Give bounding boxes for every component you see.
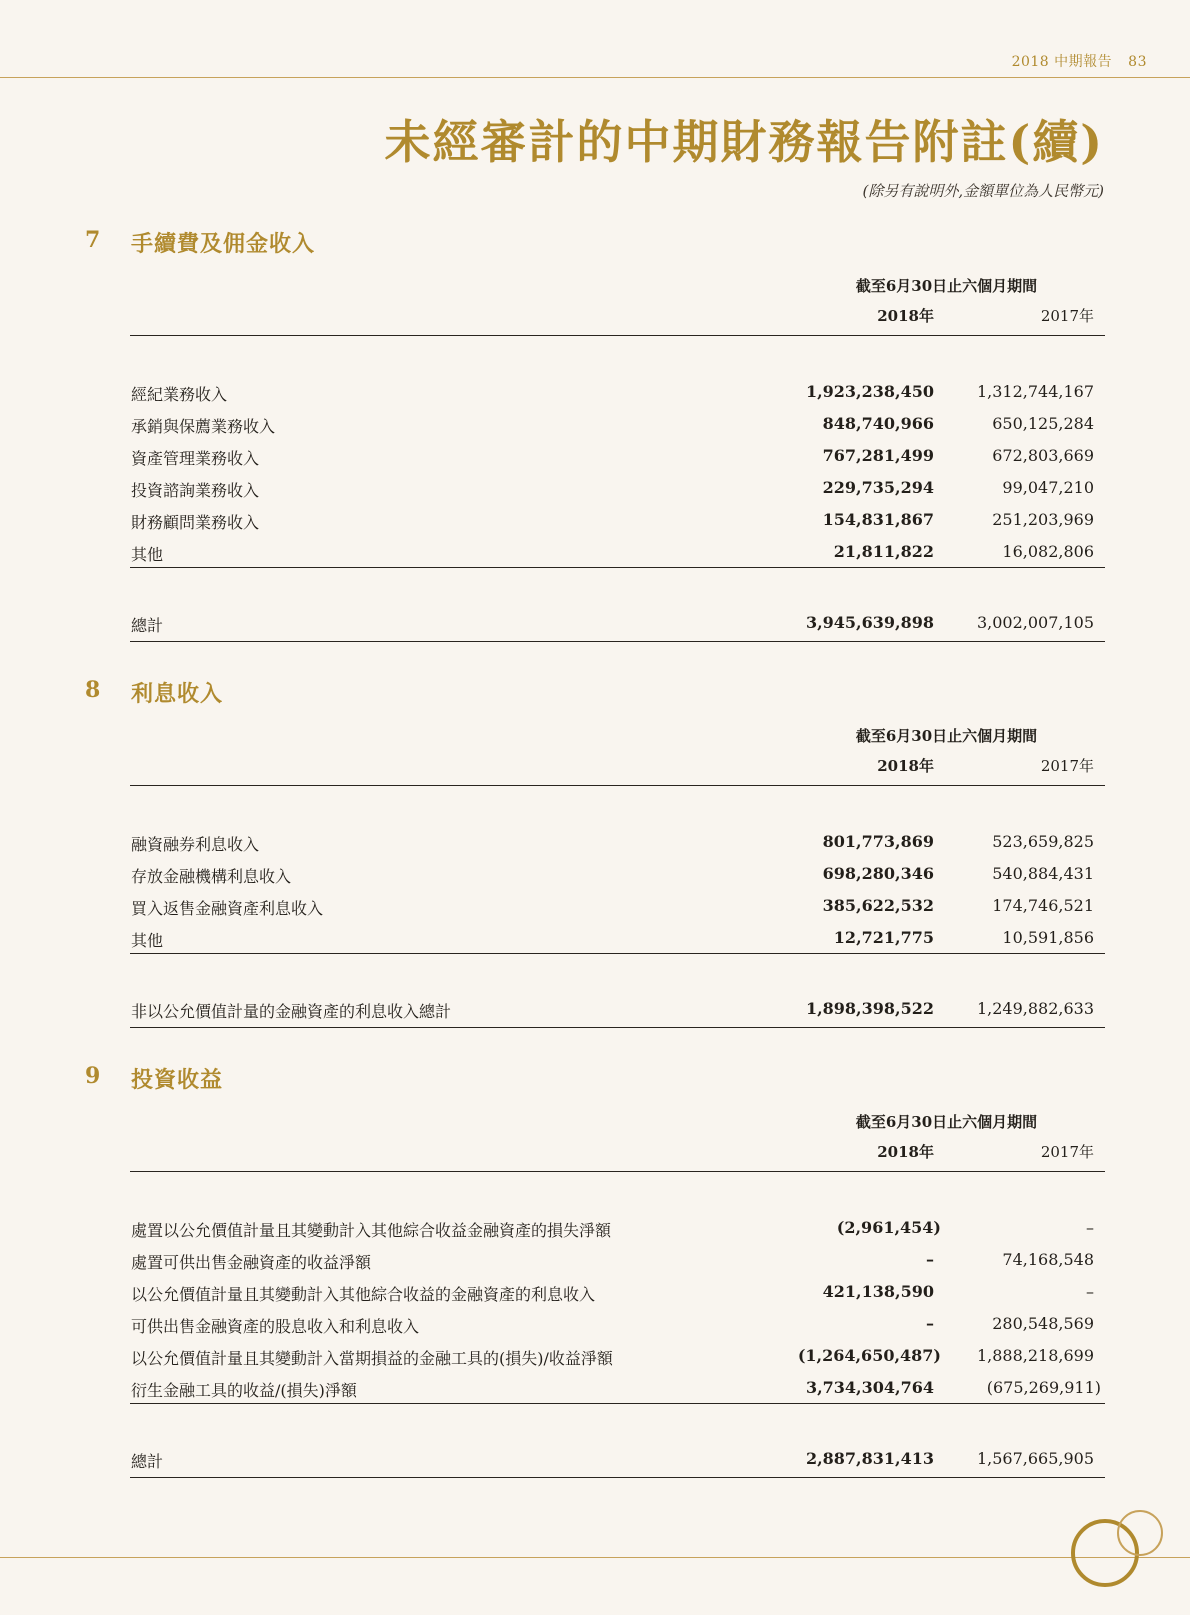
table-row <box>0 928 1190 952</box>
table-row <box>0 864 1190 888</box>
row-label: 其他 <box>131 545 164 564</box>
value-2017: 672,803,669 <box>992 446 1094 465</box>
value-2017: 1,888,218,699 <box>976 1346 1094 1365</box>
table-row <box>0 1314 1190 1338</box>
year-header-2018: 2018年 <box>877 757 934 775</box>
total-rule <box>130 1477 1105 1478</box>
subtotal-rule <box>130 953 1105 954</box>
table-row <box>0 478 1190 502</box>
currency-note: (除另有說明外,金額單位為人民幣元) <box>862 182 1104 200</box>
gold-rings-icon <box>1065 1505 1175 1595</box>
row-label: 承銷與保薦業務收入 <box>131 417 276 436</box>
value-2017: 174,746,521 <box>992 896 1094 915</box>
total-2017: 1,567,665,905 <box>976 1449 1094 1468</box>
table-row <box>0 414 1190 438</box>
period-header: 截至6月30日止六個月期間 <box>855 277 1038 295</box>
year-header-2017: 2017年 <box>1040 757 1094 775</box>
total-2017: 1,249,882,633 <box>976 999 1094 1018</box>
total-row <box>0 1449 1190 1473</box>
table-row <box>0 1378 1190 1402</box>
section-number: 8 <box>85 677 101 703</box>
section-title: 投資收益 <box>131 1067 224 1093</box>
table-row <box>0 542 1190 566</box>
value-2018: (2,961,454) <box>836 1218 941 1237</box>
value-2018: – <box>926 1314 934 1333</box>
header-rule <box>130 1171 1105 1172</box>
value-2017: 280,548,569 <box>992 1314 1094 1333</box>
value-2018: (1,264,650,487) <box>797 1346 941 1365</box>
value-2017: (675,269,911) <box>986 1378 1101 1397</box>
row-label: 以公允價值計量且其變動計入其他綜合收益的金融資產的利息收入 <box>131 1285 596 1304</box>
page-title: 未經審計的中期財務報告附註(續) <box>384 115 1104 169</box>
value-2018: 21,811,822 <box>833 542 934 561</box>
table-row <box>0 510 1190 534</box>
value-2017: – <box>1086 1218 1094 1237</box>
running-head <box>1012 51 1147 71</box>
top-divider <box>0 77 1190 78</box>
table-row <box>0 446 1190 470</box>
row-label: 處置以公允價值計量且其變動計入其他綜合收益金融資產的損失淨額 <box>131 1221 612 1240</box>
row-label: 財務顧問業務收入 <box>131 513 260 532</box>
value-2017: – <box>1086 1282 1094 1301</box>
total-label: 總計 <box>131 1452 164 1471</box>
row-label: 以公允價值計量且其變動計入當期損益的金融工具的(損失)/收益淨額 <box>131 1349 613 1368</box>
section-title: 手續費及佣金收入 <box>131 231 316 257</box>
table-row <box>0 382 1190 406</box>
row-label: 投資諮詢業務收入 <box>131 481 260 500</box>
table-row <box>0 1282 1190 1306</box>
year-header-2018: 2018年 <box>877 1143 934 1161</box>
table-row <box>0 1218 1190 1242</box>
value-2018: 848,740,966 <box>822 414 934 433</box>
row-label: 處置可供出售金融資產的收益淨額 <box>131 1253 372 1272</box>
value-2017: 251,203,969 <box>992 510 1094 529</box>
value-2018: 1,923,238,450 <box>805 382 934 401</box>
running-title: 2018 中期報告 <box>1011 54 1113 70</box>
table-row <box>0 1250 1190 1274</box>
value-2018: 229,735,294 <box>822 478 934 497</box>
total-row <box>0 613 1190 637</box>
value-2017: 16,082,806 <box>1002 542 1094 561</box>
value-2018: 12,721,775 <box>833 928 934 947</box>
total-2018: 1,898,398,522 <box>805 999 934 1018</box>
section-number: 9 <box>85 1063 101 1089</box>
value-2018: 801,773,869 <box>822 832 934 851</box>
row-label: 資產管理業務收入 <box>131 449 260 468</box>
value-2017: 99,047,210 <box>1002 478 1094 497</box>
value-2018: 421,138,590 <box>822 1282 934 1301</box>
header-rule <box>130 335 1105 336</box>
bottom-divider <box>0 1557 1190 1558</box>
total-row <box>0 999 1190 1023</box>
year-header-2017: 2017年 <box>1040 307 1094 325</box>
row-label: 買入返售金融資產利息收入 <box>131 899 324 918</box>
period-header: 截至6月30日止六個月期間 <box>855 727 1038 745</box>
row-label: 融資融券利息收入 <box>131 835 260 854</box>
row-label: 衍生金融工具的收益/(損失)淨額 <box>131 1381 357 1400</box>
row-label: 可供出售金融資產的股息收入和利息收入 <box>131 1317 420 1336</box>
total-label: 總計 <box>131 616 164 635</box>
section-number: 7 <box>85 227 101 253</box>
total-2018: 2,887,831,413 <box>805 1449 934 1468</box>
year-header-2018: 2018年 <box>877 307 934 325</box>
value-2018: 385,622,532 <box>822 896 934 915</box>
year-header-2017: 2017年 <box>1040 1143 1094 1161</box>
value-2017: 523,659,825 <box>992 832 1094 851</box>
table-row <box>0 1346 1190 1370</box>
value-2017: 540,884,431 <box>992 864 1094 883</box>
row-label: 其他 <box>131 931 164 950</box>
value-2018: 698,280,346 <box>822 864 934 883</box>
header-rule <box>130 785 1105 786</box>
total-rule <box>130 641 1105 642</box>
subtotal-rule <box>130 1403 1105 1404</box>
value-2017: 650,125,284 <box>992 414 1094 433</box>
value-2017: 1,312,744,167 <box>976 382 1094 401</box>
row-label: 存放金融機構利息收入 <box>131 867 292 886</box>
total-label: 非以公允價值計量的金融資產的利息收入總計 <box>131 1002 452 1021</box>
row-label: 經紀業務收入 <box>131 385 228 404</box>
section-title: 利息收入 <box>131 681 224 707</box>
value-2018: 3,734,304,764 <box>805 1378 934 1397</box>
table-row <box>0 832 1190 856</box>
page-number: 83 <box>1128 54 1147 70</box>
table-row <box>0 896 1190 920</box>
total-rule <box>130 1027 1105 1028</box>
value-2017: 74,168,548 <box>1002 1250 1094 1269</box>
value-2017: 10,591,856 <box>1002 928 1094 947</box>
total-2017: 3,002,007,105 <box>976 613 1094 632</box>
value-2018: 767,281,499 <box>822 446 934 465</box>
period-header: 截至6月30日止六個月期間 <box>855 1113 1038 1131</box>
value-2018: 154,831,867 <box>822 510 934 529</box>
subtotal-rule <box>130 567 1105 568</box>
total-2018: 3,945,639,898 <box>805 613 934 632</box>
value-2018: – <box>926 1250 934 1269</box>
